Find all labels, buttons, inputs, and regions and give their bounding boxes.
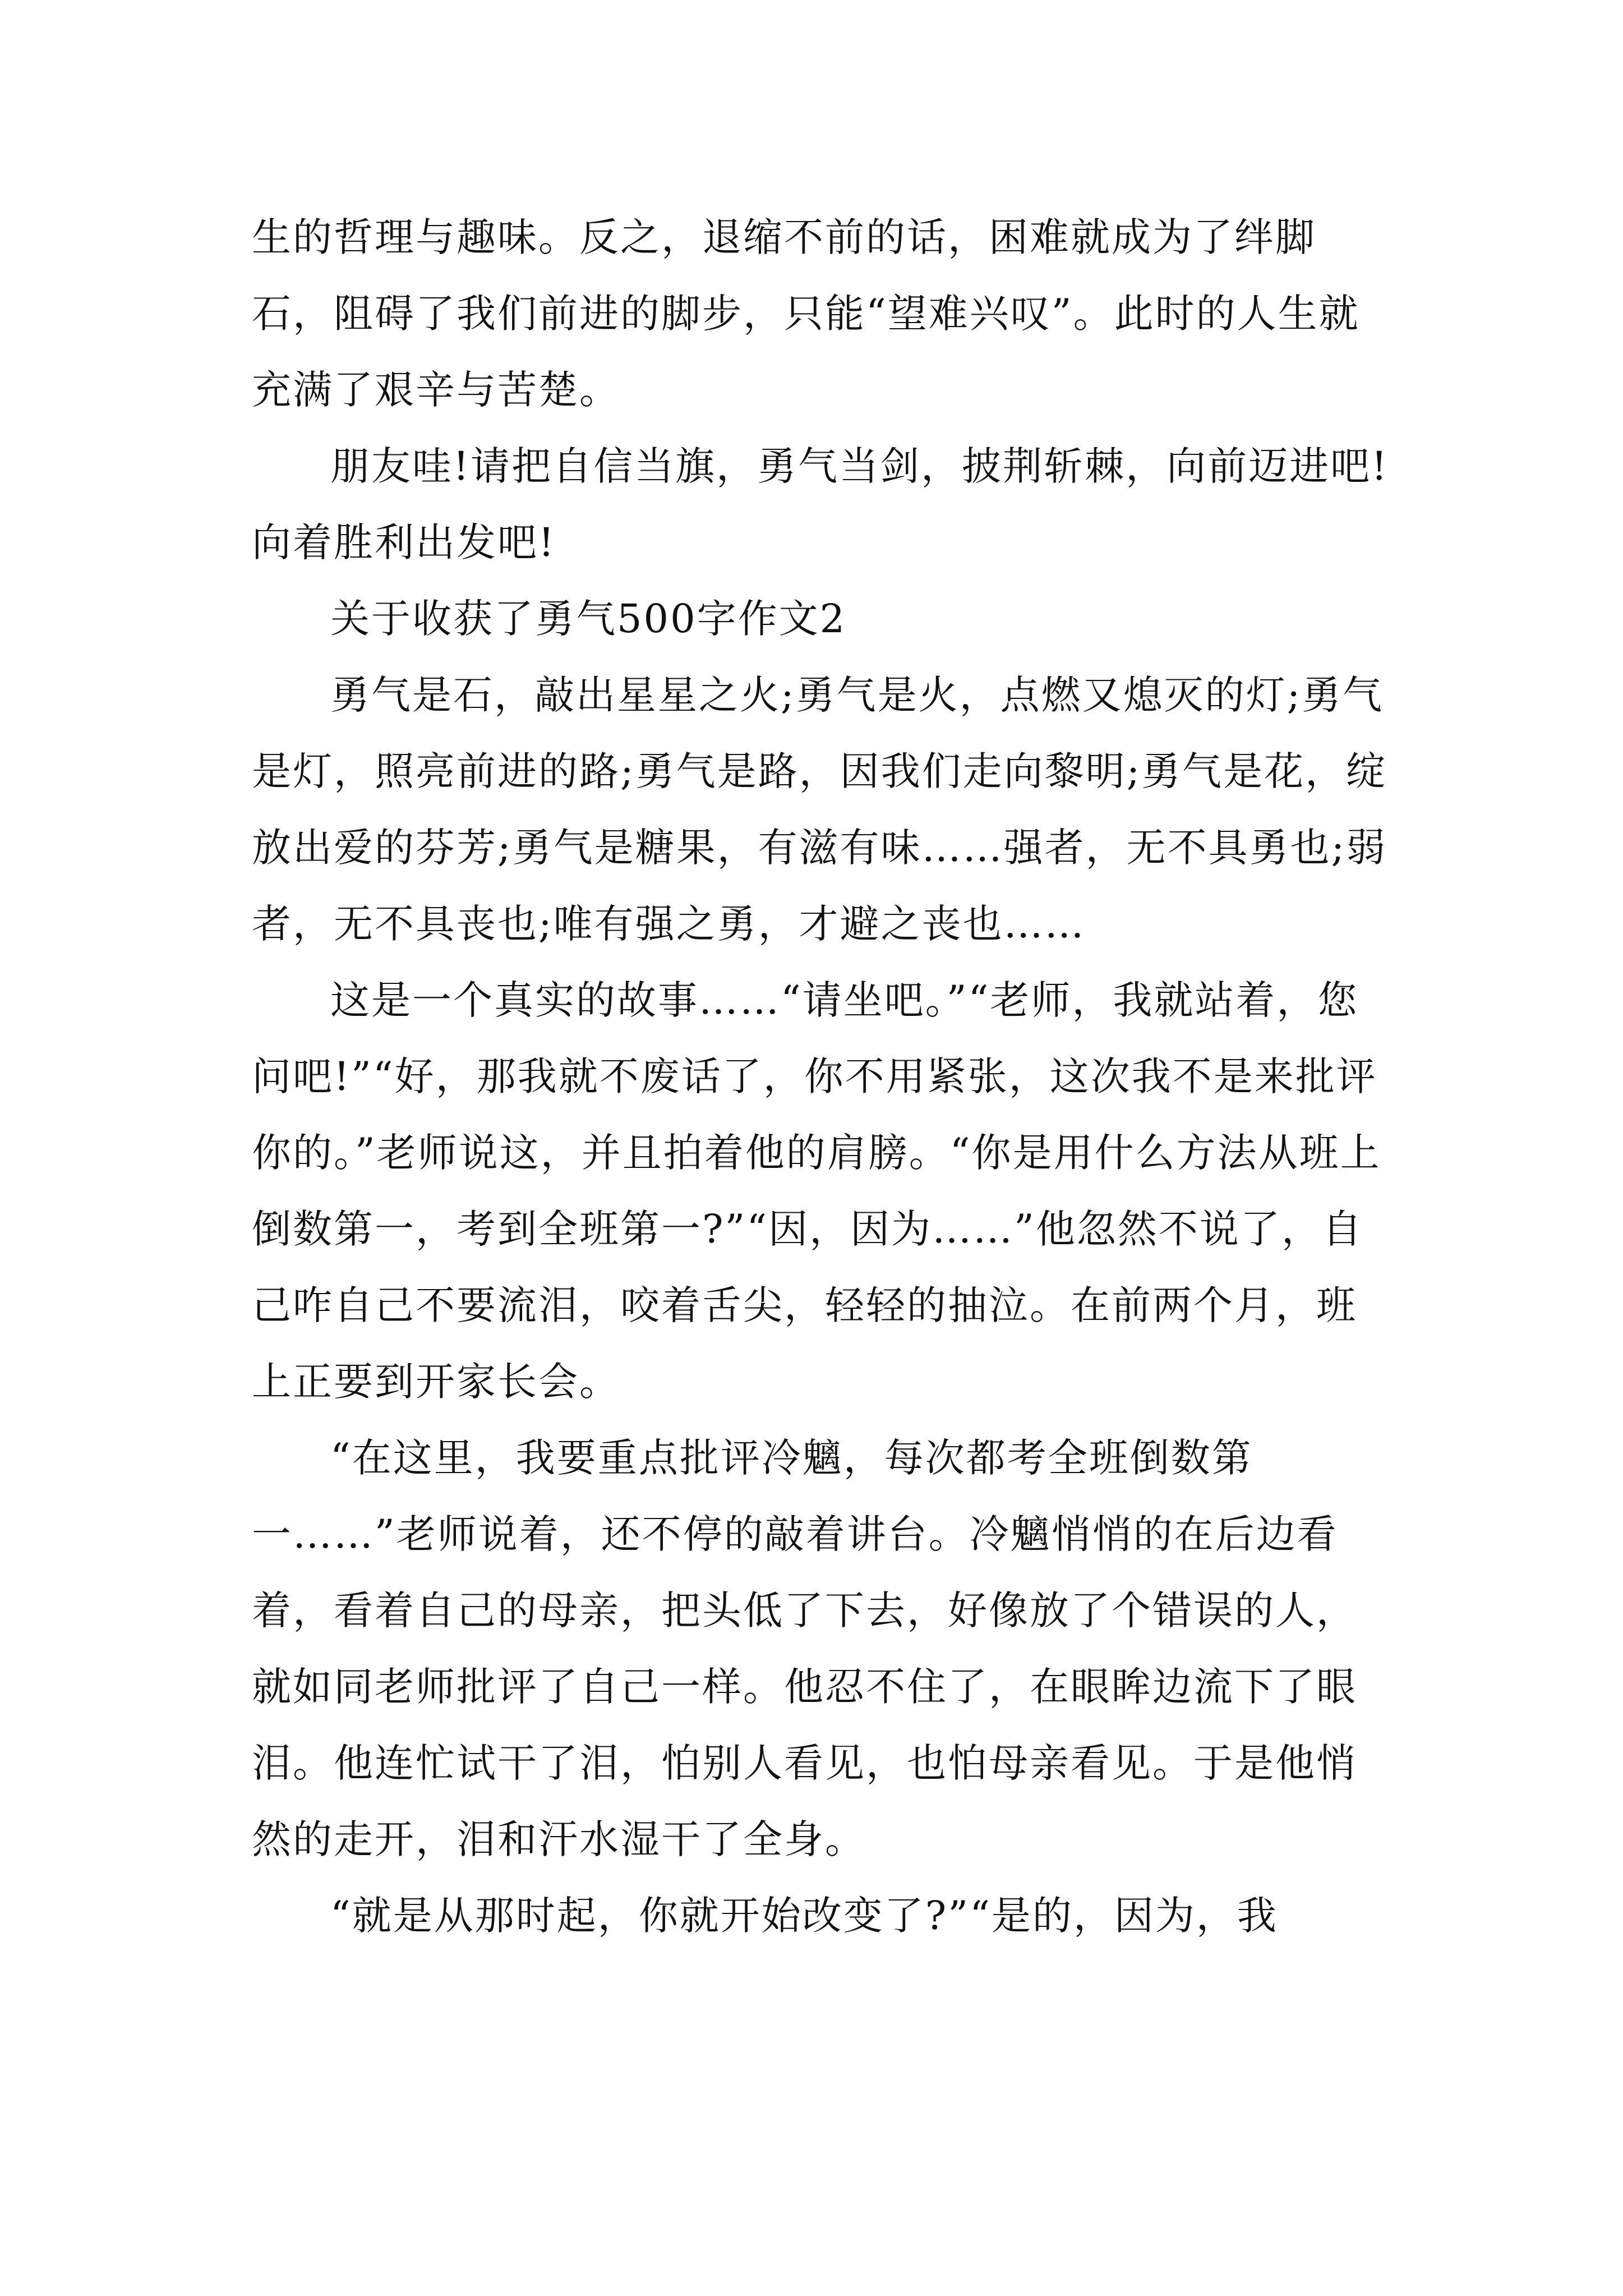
paragraph: 勇气是石，敲出星星之火;勇气是火，点燃又熄灭的灯;勇气是灯，照亮前进的路;勇气是路，因我们走向黎明;勇气是花，绽放出爱的芬芳;勇气是糖果，有滋有味……强者，无不具勇也;弱者，无不具丧也;唯有强之勇，才避之丧也…… <box>252 672 1387 947</box>
paragraph: “在这里，我要重点批评冷魑，每次都考全班倒数第一……”老师说着，还不停的敲着讲台。冷魑悄悄的在后边看着，看着自己的母亲，把头低了下去，好像放了个错误的人，就如同老师批评了自己一样。他忍不住了，在眼眸边流下了眼泪。他连忙试干了泪，怕别人看见，也怕母亲看见。于是他悄然的走开，泪和汗水湿干了全身。 <box>252 1435 1357 1862</box>
paragraph: “就是从那时起，你就开始改变了?”“是的，因为，我 <box>330 1893 1278 1939</box>
section-heading: 关于收获了勇气500字作文2 <box>330 596 847 642</box>
paragraph: 朋友哇!请把自信当旗，勇气当剑，披荆斩棘，向前迈进吧!向着胜利出发吧! <box>252 443 1389 565</box>
document-body <box>252 199 1396 1954</box>
paragraph: 这是一个真实的故事……“请坐吧。”“老师，我就站着，您问吧!”“好，那我就不废话了，你不用紧张，这次我不是来批评你的。”老师说这，并且拍着他的肩膀。“你是用什么方法从班上倒数第一，考到全班第一?”“因，因为……”他忽然不说了，自己咋自己不要流泪，咬着舌尖，轻轻的抽泣。在前两个月，班上正要到开家长会。 <box>252 977 1381 1405</box>
paragraph: 生的哲理与趣味。反之，退缩不前的话，困难就成为了绊脚石，阻碍了我们前进的脚步，只能“望难兴叹”。此时的人生就充满了艰辛与苦楚。 <box>252 214 1360 413</box>
